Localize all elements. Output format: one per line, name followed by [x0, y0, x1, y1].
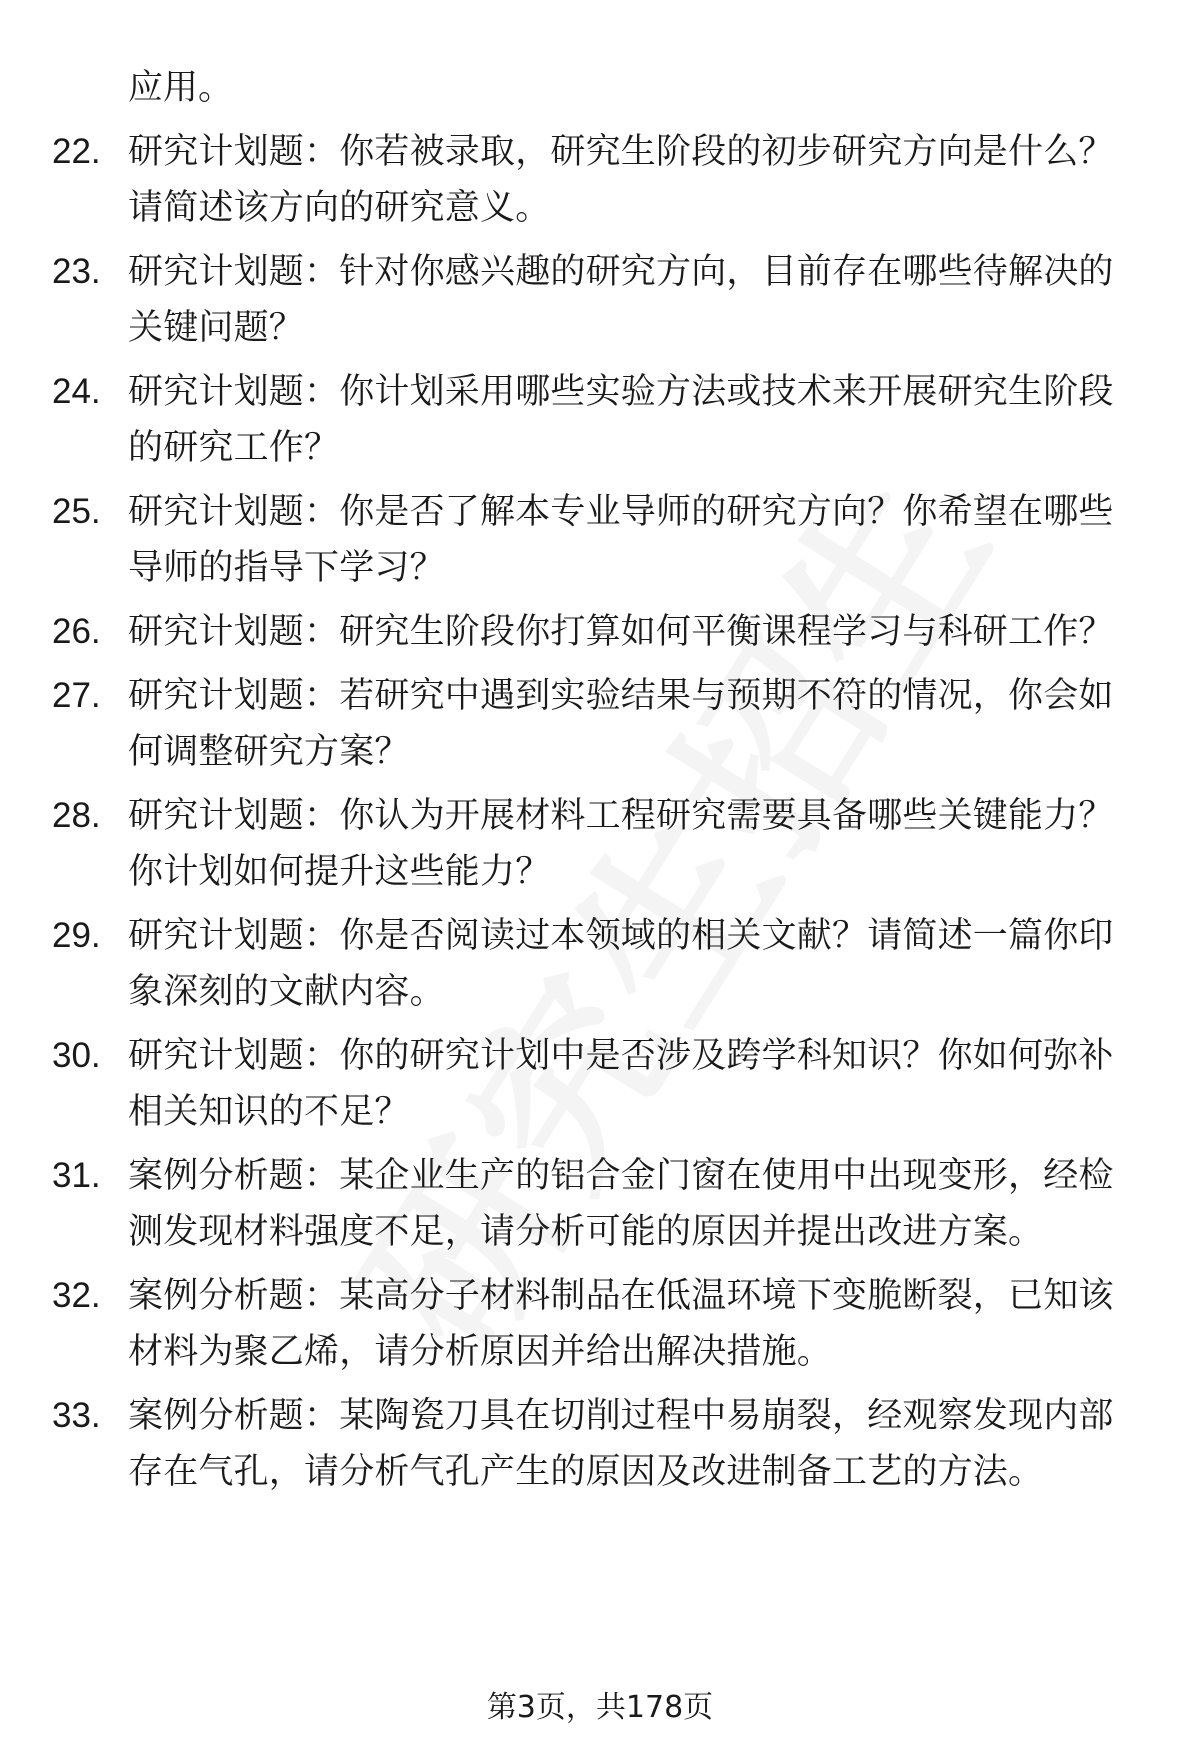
question-number: 23.: [52, 252, 101, 291]
question-text: 研究计划题：若研究中遇到实验结果与预期不符的情况，你会如何调整研究方案？: [128, 676, 1114, 772]
question-text: 研究计划题：你计划采用哪些实验方法或技术来开展研究生阶段的研究工作？: [128, 372, 1114, 468]
question-text: 研究计划题：你认为开展材料工程研究需要具备哪些关键能力？你计划如何提升这些能力？: [128, 796, 1114, 892]
question-number: 29.: [52, 916, 101, 955]
question-text: 案例分析题：某陶瓷刀具在切削过程中易崩裂，经观察发现内部存在气孔，请分析气孔产生的原因及改进制备工艺的方法。: [128, 1396, 1114, 1492]
question-number: 24.: [52, 372, 101, 411]
question-text: 研究计划题：你若被录取，研究生阶段的初步研究方向是什么？请简述该方向的研究意义。: [128, 132, 1114, 228]
question-number: 25.: [52, 492, 101, 531]
question-text: 研究计划题：研究生阶段你打算如何平衡课程学习与科研工作？: [128, 612, 1114, 652]
question-text: 案例分析题：某企业生产的铝合金门窗在使用中出现变形，经检测发现材料强度不足，请分析可能的原因并提出改进方案。: [128, 1156, 1114, 1252]
question-text: 案例分析题：某高分子材料制品在低温环境下变脆断裂，已知该材料为聚乙烯，请分析原因并给出解决措施。: [128, 1276, 1114, 1372]
question-number: 33.: [52, 1396, 101, 1435]
question-text: 研究计划题：你是否了解本专业导师的研究方向？你希望在哪些导师的指导下学习？: [128, 492, 1114, 588]
continuation-text: 应用。: [128, 68, 234, 108]
question-number: 27.: [52, 676, 101, 715]
question-number: 28.: [52, 796, 101, 835]
question-text: 研究计划题：你的研究计划中是否涉及跨学科知识？你如何弥补相关知识的不足？: [128, 1036, 1114, 1132]
question-text: 研究计划题：针对你感兴趣的研究方向，目前存在哪些待解决的关键问题？: [128, 252, 1114, 348]
question-number: 22.: [52, 132, 101, 171]
question-text: 研究计划题：你是否阅读过本领域的相关文献？请简述一篇你印象深刻的文献内容。: [128, 916, 1114, 1012]
question-number: 26.: [52, 612, 101, 651]
question-number: 31.: [52, 1156, 101, 1195]
question-number: 30.: [52, 1036, 101, 1075]
question-number: 32.: [52, 1276, 101, 1315]
page-footer: 第3页，共178页: [486, 1690, 714, 1725]
